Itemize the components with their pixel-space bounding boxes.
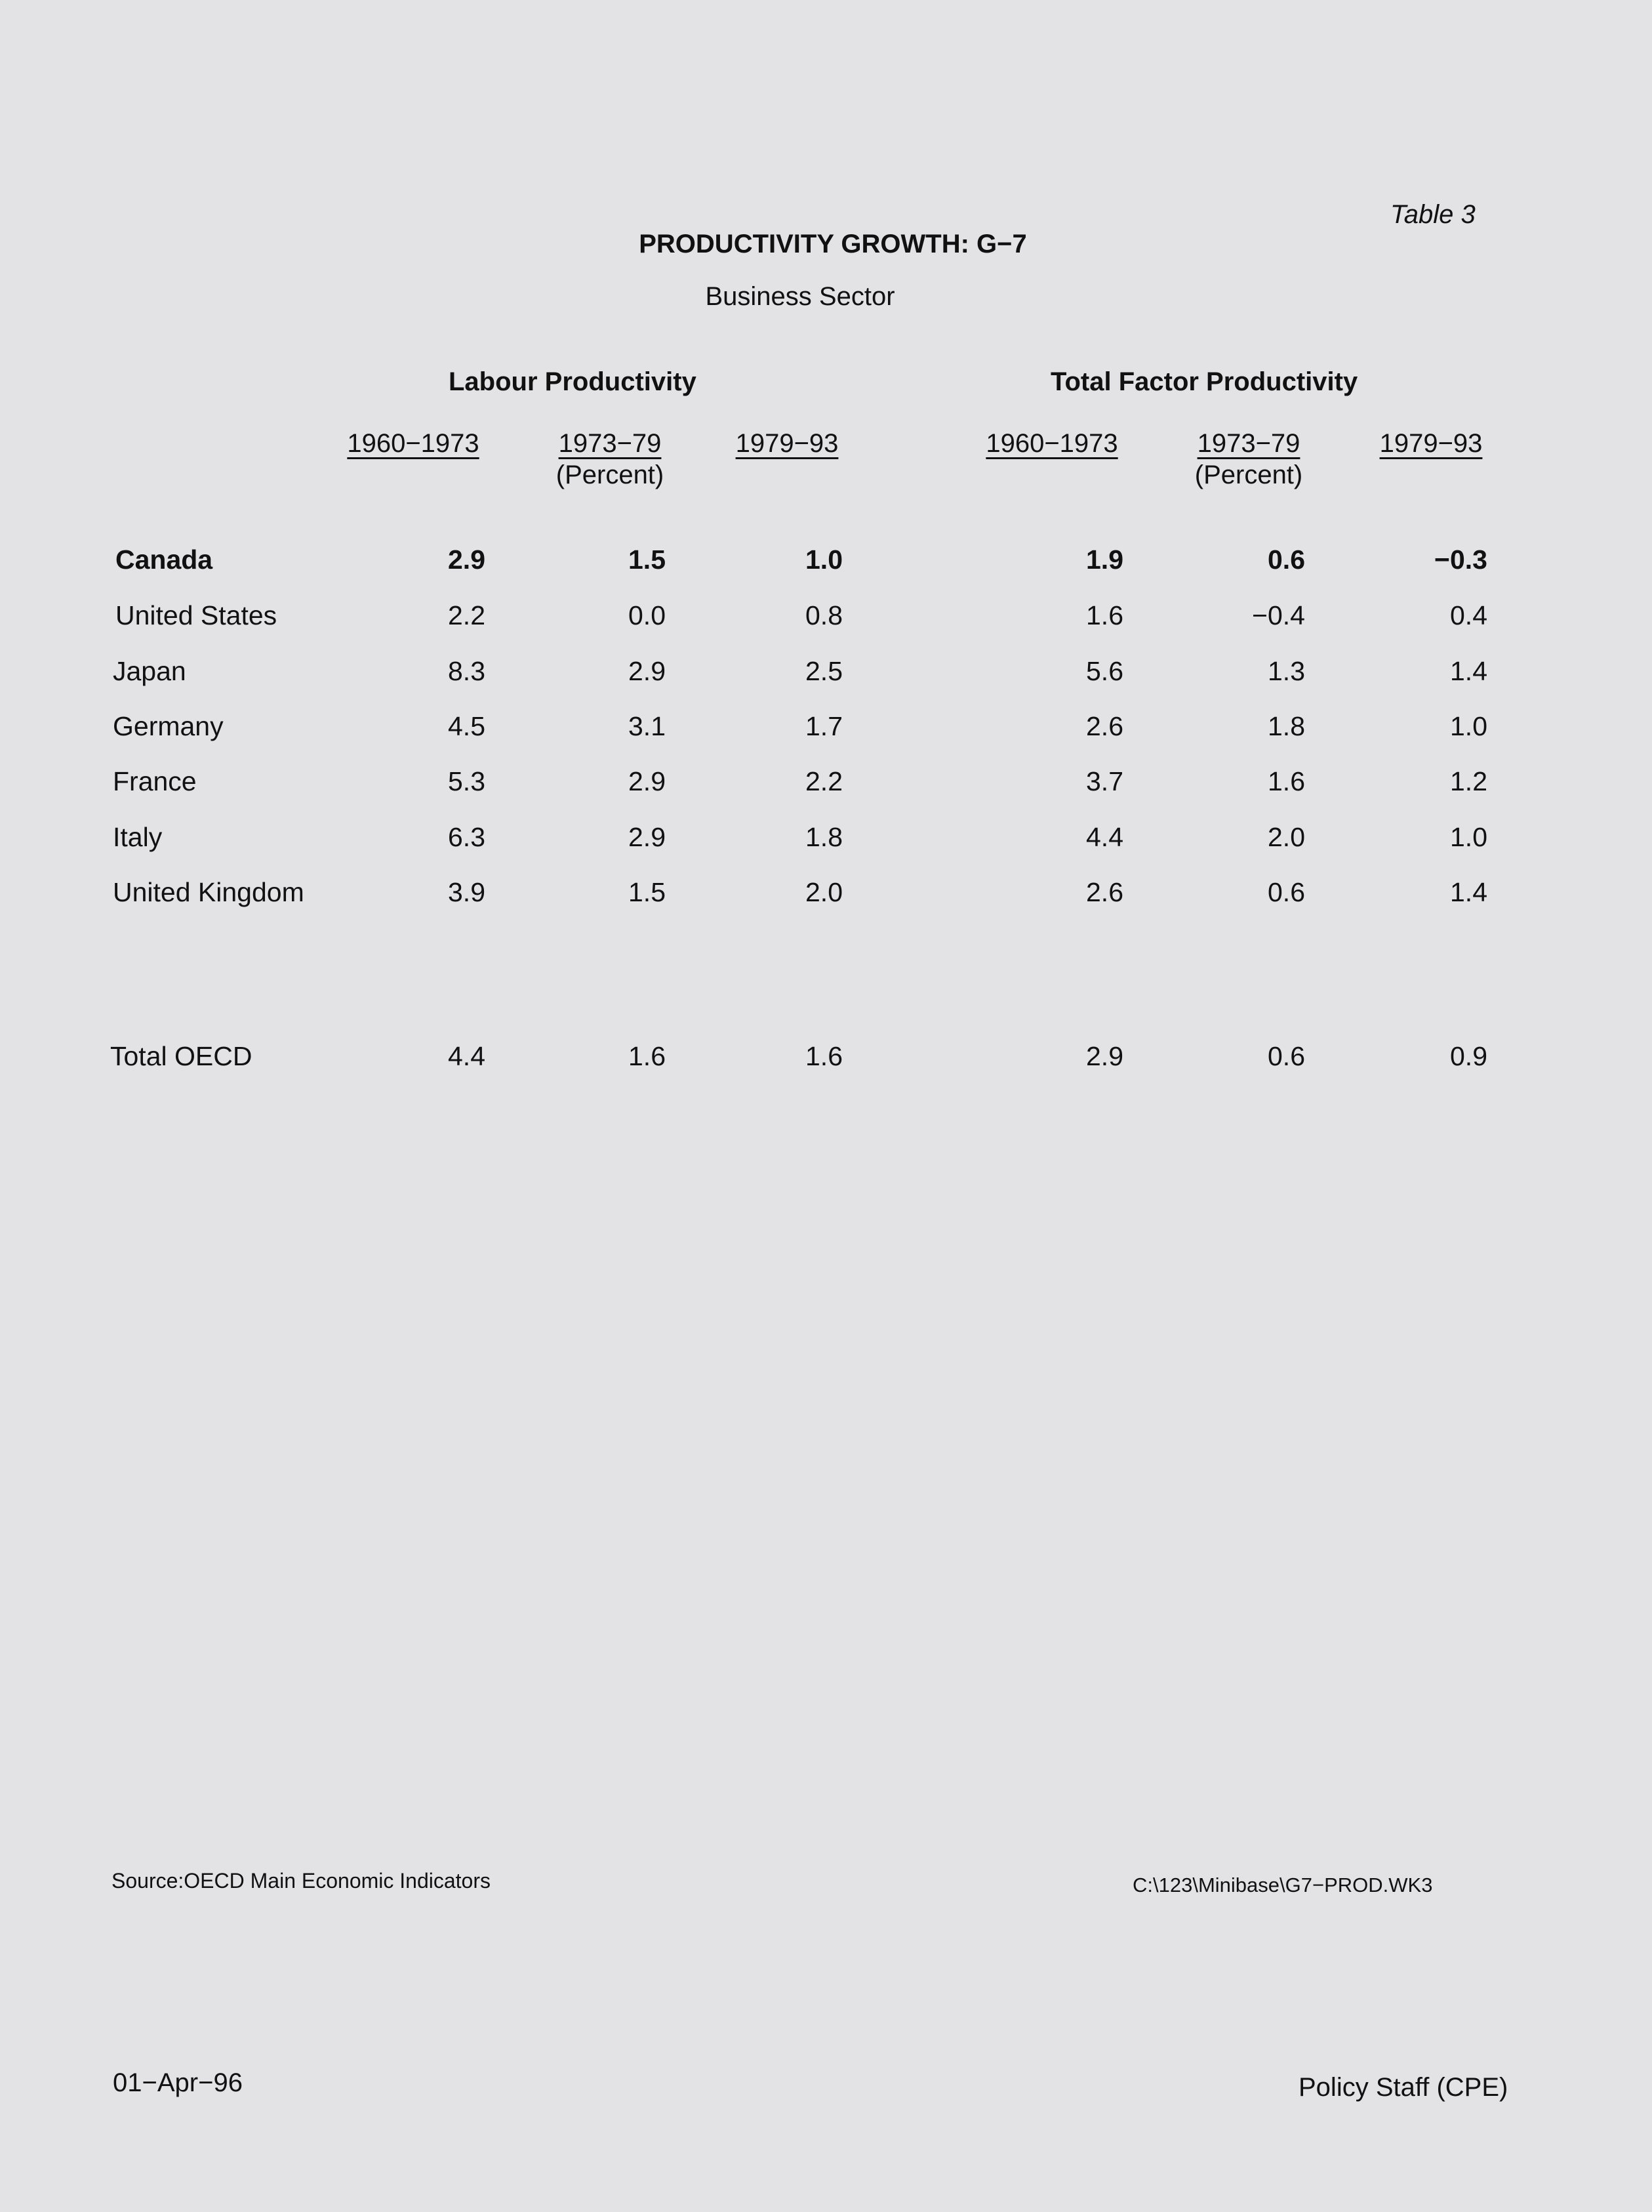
lp-value: 2.9 [448,544,485,575]
tfp-value: 3.7 [1086,766,1123,796]
tfp-value: 4.4 [1086,822,1123,852]
lp-value: 0.0 [628,600,666,630]
col-header-lp-1: 1960−1973 [347,429,479,458]
tfp-value: 1.4 [1450,656,1487,686]
lp-value: 2.9 [628,766,666,796]
lp-value: 1.6 [628,1041,666,1071]
footer-author: Policy Staff (CPE) [1299,2073,1508,2102]
tfp-value: 0.4 [1450,600,1487,630]
lp-value: 1.6 [805,1041,843,1071]
col-unit-tfp: (Percent) [1194,461,1303,489]
col-header-tfp-2: 1973−79 [1197,429,1300,458]
tfp-value: 0.6 [1268,877,1305,907]
country-label: Canada [115,544,213,575]
tfp-value: 0.9 [1450,1041,1487,1071]
tfp-value: 0.6 [1268,544,1305,575]
col-unit-lp: (Percent) [555,461,664,489]
country-label: Total OECD [110,1041,252,1071]
group-header-tfp: Total Factor Productivity [1051,367,1358,396]
tfp-value: −0.3 [1434,544,1487,575]
country-label: Germany [113,711,224,741]
tfp-value: 0.6 [1268,1041,1305,1071]
lp-value: 4.5 [448,711,485,741]
col-header-lp-3: 1979−93 [735,429,839,458]
group-header-labour: Labour Productivity [449,367,696,396]
tfp-value: 1.4 [1450,877,1487,907]
col-header-tfp-1: 1960−1973 [986,429,1118,458]
tfp-value: −0.4 [1252,600,1305,630]
tfp-value: 1.9 [1086,544,1123,575]
lp-value: 6.3 [448,822,485,852]
lp-value: 0.8 [805,600,843,630]
lp-value: 2.0 [805,877,843,907]
country-label: United States [115,600,277,630]
source-note: Source:OECD Main Economic Indicators [111,1869,491,1893]
tfp-value: 1.6 [1268,766,1305,796]
lp-value: 1.5 [628,544,666,575]
country-label: Italy [113,822,163,852]
lp-value: 4.4 [448,1041,485,1071]
country-label: United Kingdom [113,877,304,907]
page-subtitle: Business Sector [705,282,895,311]
lp-value: 8.3 [448,656,485,686]
tfp-value: 2.0 [1268,822,1305,852]
lp-value: 2.5 [805,656,843,686]
lp-value: 3.9 [448,877,485,907]
lp-value: 2.2 [805,766,843,796]
lp-value: 1.5 [628,877,666,907]
footer-date: 01−Apr−96 [113,2068,243,2097]
lp-value: 5.3 [448,766,485,796]
lp-value: 2.9 [628,822,666,852]
tfp-value: 1.0 [1450,822,1487,852]
lp-value: 2.9 [628,656,666,686]
tfp-value: 1.3 [1268,656,1305,686]
tfp-value: 2.9 [1086,1041,1123,1071]
table-label: Table 3 [1390,200,1476,229]
country-label: Japan [113,656,186,686]
country-label: France [113,766,197,796]
lp-value: 2.2 [448,600,485,630]
lp-value: 1.8 [805,822,843,852]
tfp-value: 5.6 [1086,656,1123,686]
tfp-value: 1.0 [1450,711,1487,741]
tfp-value: 2.6 [1086,711,1123,741]
lp-value: 1.7 [805,711,843,741]
tfp-value: 1.8 [1268,711,1305,741]
file-path: C:\123\Minibase\G7−PROD.WK3 [1133,1874,1433,1896]
tfp-value: 2.6 [1086,877,1123,907]
tfp-value: 1.6 [1086,600,1123,630]
col-header-tfp-3: 1979−93 [1379,429,1483,458]
lp-value: 3.1 [628,711,666,741]
tfp-value: 1.2 [1450,766,1487,796]
col-header-lp-2: 1973−79 [558,429,662,458]
page-title: PRODUCTIVITY GROWTH: G−7 [639,230,1027,258]
lp-value: 1.0 [805,544,843,575]
